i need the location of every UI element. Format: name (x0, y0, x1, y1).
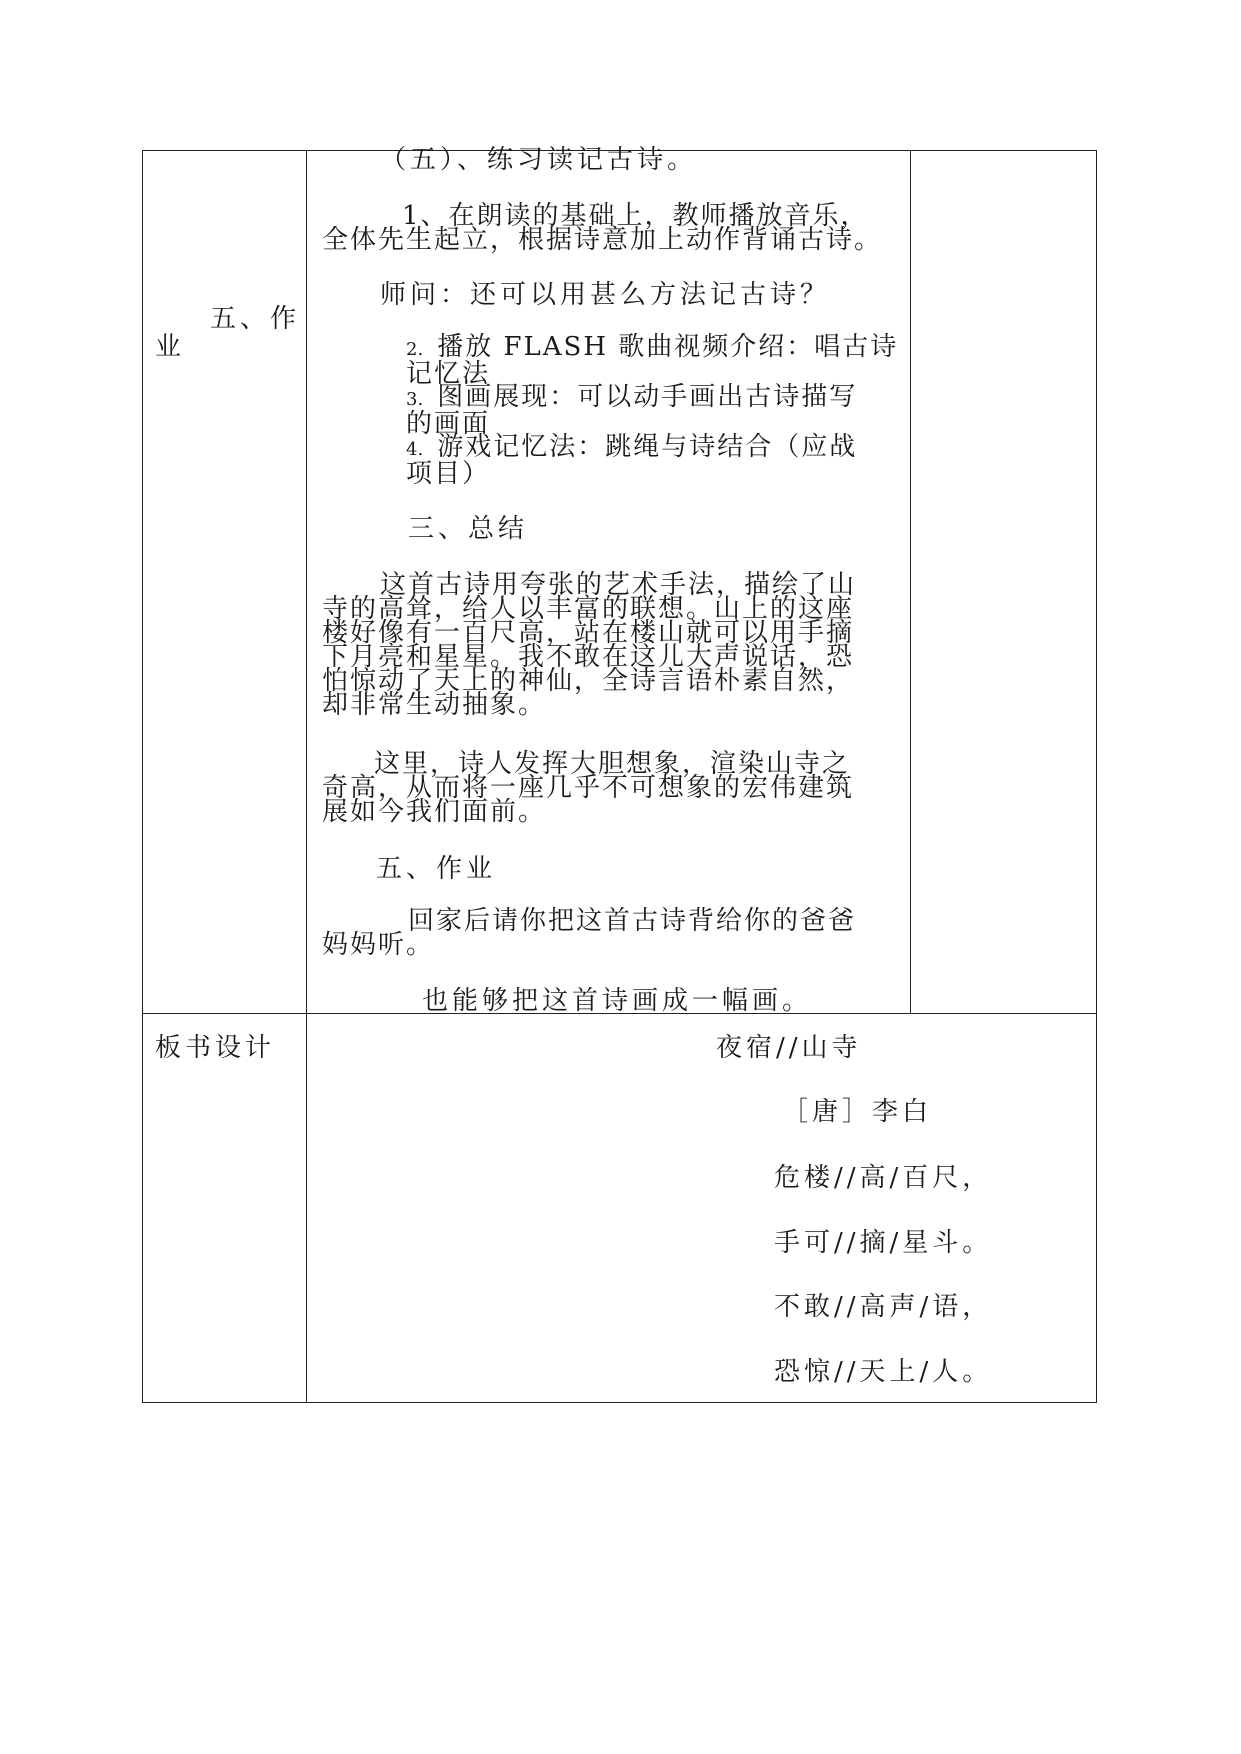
board-poem-title: 夜宿//山寺 (716, 1033, 862, 1063)
paragraph-line: 怕惊动了天上的神仙，全诗言语朴素自然， (322, 666, 855, 696)
list-item-line (406, 332, 899, 362)
paragraph-line: 回家后请你把这首古诗背给你的爸爸 (408, 906, 857, 936)
paragraph-line: 却非常生动抽象。 (322, 690, 547, 720)
paragraph-line: 这首古诗用夸张的艺术手法，描绘了山 (380, 570, 857, 600)
paragraph-homework (322, 906, 857, 960)
list-item-line: 的画面 (406, 409, 491, 439)
paragraph-line: 寺的高耸，给人以丰富的联想。山上的这座 (322, 594, 855, 624)
paragraph-summary (322, 570, 857, 720)
list-item-text: 图画展现：可以动手画出古诗描写 (437, 382, 858, 412)
paragraph-line: 展如今我们面前。 (322, 797, 547, 827)
board-poem-author: ［唐］李白 (782, 1097, 933, 1127)
board-verse: 不敢//高声/语， (774, 1292, 993, 1322)
row-label-homework-line1: 五、作 (210, 304, 301, 334)
paragraph-line: 奇高，从而将一座几乎不可想象的宏伟建筑 (322, 773, 855, 803)
paragraph-line: 妈妈听。 (322, 930, 435, 960)
row-label-board-design: 板书设计 (155, 1033, 276, 1063)
board-verse: 手可//摘/星斗。 (774, 1228, 993, 1258)
section-heading-practice: （五）、练习读记古诗。 (380, 145, 698, 175)
paragraph-line: 楼好像有一百尺高，站在楼山就可以用手摘 (322, 618, 855, 648)
paragraph-line: 全体先生起立，根据诗意加上动作背诵古诗。 (322, 225, 883, 255)
homework-extra: 也能够把这首诗画成一幅画。 (422, 986, 813, 1016)
list-item-line (406, 382, 858, 412)
list-item-line: 记忆法 (406, 359, 491, 389)
section-heading-summary: 三、总结 (408, 514, 529, 544)
teacher-question: 师问：还可以用甚么方法记古诗？ (380, 280, 831, 310)
table-divider-left (306, 150, 307, 1403)
board-verse: 恐惊//天上/人。 (774, 1357, 993, 1387)
list-item-line (406, 432, 858, 462)
list-item-text: 播放 FLASH 歌曲视频介绍：唱古诗 (437, 332, 899, 362)
list-item-number: 2. (406, 339, 424, 360)
paragraph-poet (322, 749, 855, 827)
paragraph-recite (322, 201, 883, 255)
paragraph-line: 下月亮和星星。我不敢在这儿大声说话，恐 (322, 642, 855, 672)
list-item-number: 4. (406, 439, 424, 460)
paragraph-line: 这里，诗人发挥大胆想象，渲染山寺之 (374, 749, 851, 779)
list-item (406, 432, 858, 489)
table-divider-right (910, 150, 911, 1014)
list-item-line: 项目） (406, 459, 491, 489)
list-item (406, 382, 858, 439)
section-heading-homework: 五、作业 (376, 854, 497, 884)
row-label-homework-line2: 业 (155, 332, 186, 362)
board-verse: 危楼//高/百尺， (774, 1163, 993, 1193)
paragraph-line: 1、在朗读的基础上，教师播放音乐， (402, 201, 869, 231)
list-item-text: 游戏记忆法：跳绳与诗结合（应战 (437, 432, 858, 462)
list-item-number: 3. (406, 389, 424, 410)
list-item (406, 332, 899, 389)
